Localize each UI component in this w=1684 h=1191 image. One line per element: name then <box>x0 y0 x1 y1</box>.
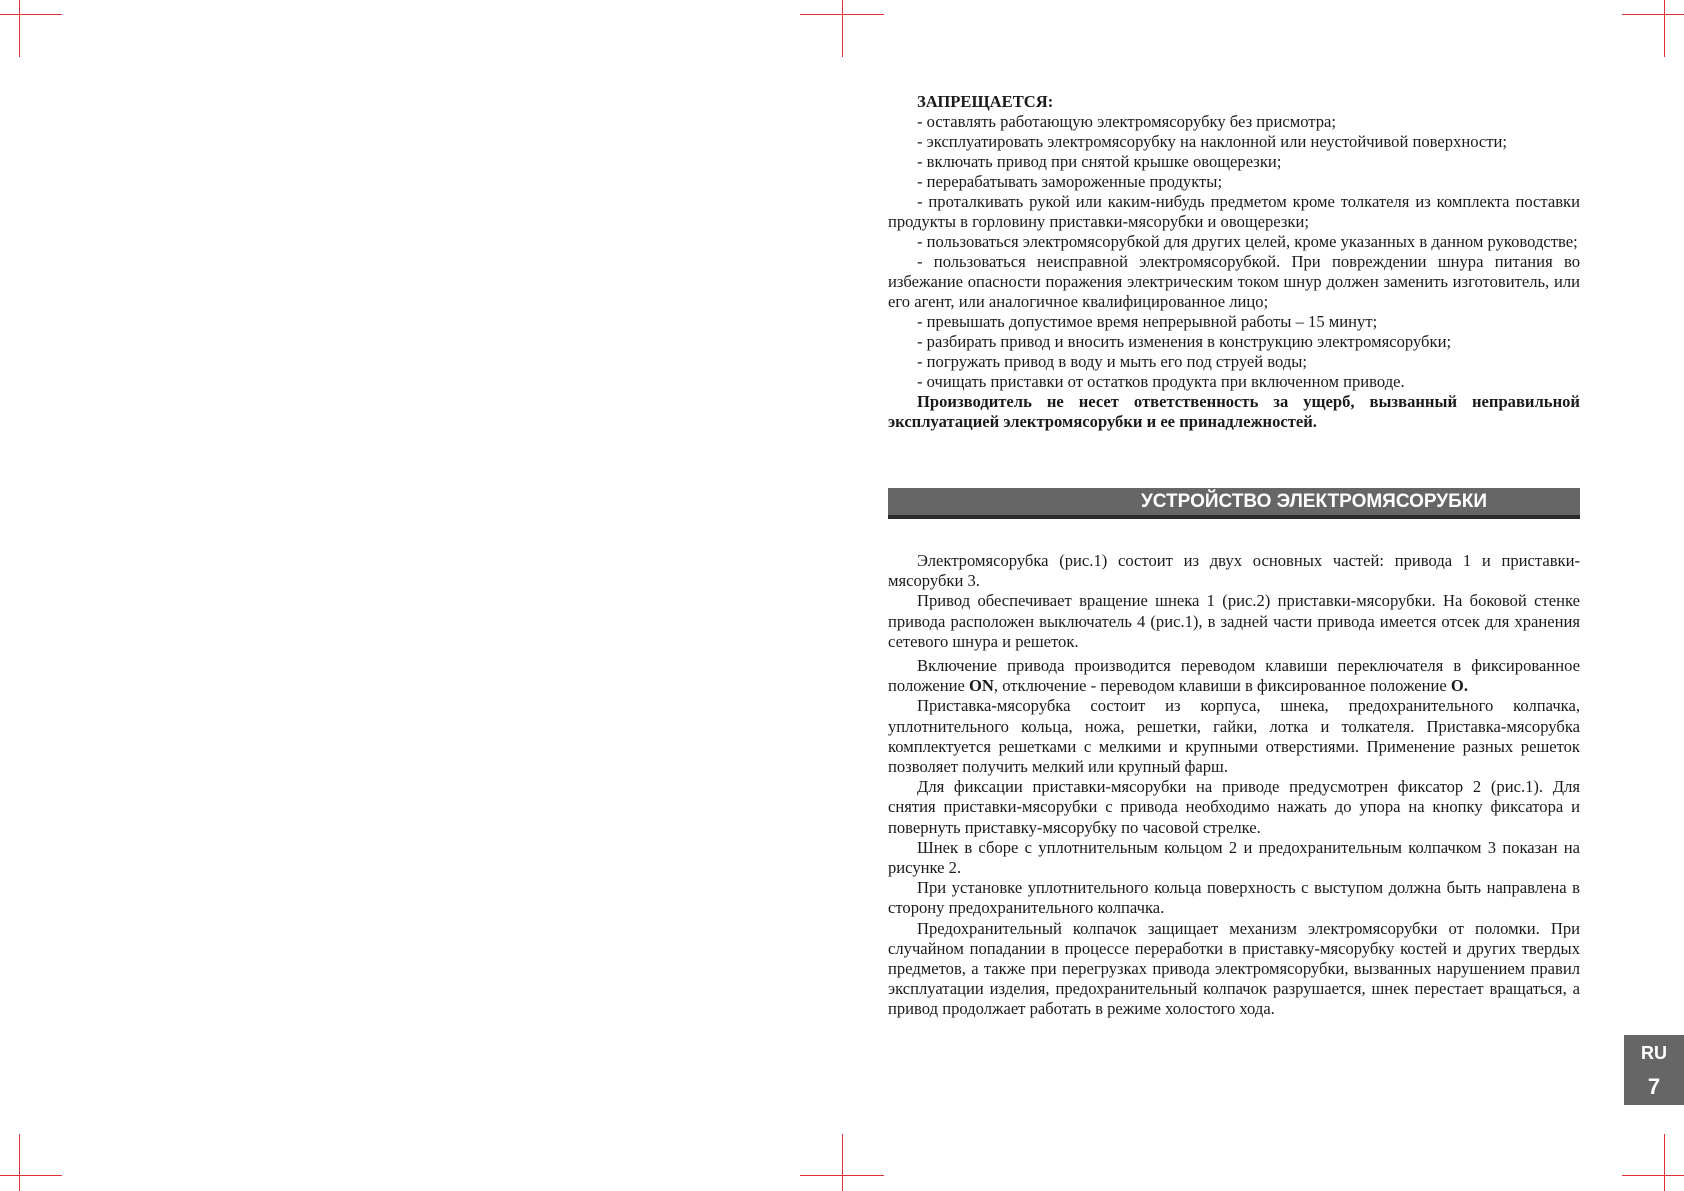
crop-mark <box>0 14 62 15</box>
warning-item: - пользоваться неисправной электромясорубкой. При повреждении шнура питания во избежание опасности поражения электрическим током шнур должен заменить изготовитель, или его агент, или аналогичное квалифицированное лицо; <box>888 252 1580 311</box>
paragraph: Приставка-мясорубка состоит из корпуса, шнека, предохранительного колпачка, уплотнительного кольца, ножа, решетки, гайки, лотка и толкателя. Приставка-мясорубка комплектуется решетками с мелкими и крупными отверстиями. Применение разных решеток позволяет получить мелкий или крупный фарш. <box>888 696 1580 777</box>
warning-item: - разбирать привод и вносить изменения в конструкцию электромясорубки; <box>917 332 1452 351</box>
paragraph: Привод обеспечивает вращение шнека 1 (рис.2) приставки-мясорубки. На боковой стенке привода расположен выключатель 4 (рис.1), в задней части привода имеется отсек для хранения сетевого шнура и решеток. <box>888 591 1580 651</box>
page-tab <box>1624 1035 1684 1105</box>
crop-mark <box>1664 0 1665 57</box>
language-label: RU <box>1641 1043 1667 1063</box>
paragraph: При установке уплотнительного кольца поверхность с выступом должна быть направлена в сторону предохранительного колпачка. <box>888 878 1580 918</box>
warning-item: - включать привод при снятой крышке овощерезки; <box>917 152 1282 171</box>
warning-item: - пользоваться электромясорубкой для других целей, кроме указанных в данном руководстве; <box>917 232 1578 251</box>
warning-item: - эксплуатировать электромясорубку на наклонной или неустойчивой поверхности; <box>917 132 1508 151</box>
paragraph: Шнек в сборе с уплотнительным кольцом 2 и предохранительным колпачком 3 показан на рисунке 2. <box>888 837 1580 878</box>
warning-item: - оставлять работающую электромясорубку без присмотра; <box>917 112 1337 131</box>
manufacturer-disclaimer: Производитель не несет ответственность за ущерб, вызванный неправильной эксплуатацией электромясорубки и ее принадлежностей. <box>888 392 1580 431</box>
on-label: ON <box>969 676 994 696</box>
warning-item: - перерабатывать замороженные продукты; <box>917 172 1223 191</box>
crop-mark <box>842 1134 843 1191</box>
page-number: 7 <box>1647 1074 1661 1099</box>
crop-mark <box>1622 1175 1684 1176</box>
off-label: O. <box>1450 676 1468 696</box>
crop-mark <box>842 0 843 57</box>
section-heading-text: УСТРОЙСТВО ЭЛЕКТРОМЯСОРУБКИ <box>1140 491 1488 512</box>
warnings-title: ЗАПРЕЩАЕТСЯ: <box>917 92 1054 111</box>
paragraph-text: Включение привода производится переводом клавиши переключателя в фиксированное положение <box>888 656 1580 696</box>
paragraph: Для фиксации приставки-мясорубки на приводе предусмотрен фиксатор 2 (рис.1). Для снятия приставки-мясорубки с привода необходимо нажать до упора на кнопку фиксатора и повернуть приставку-мясорубку по часовой стрелке. <box>888 777 1580 837</box>
paragraph: Электромясорубка (рис.1) состоит из двух основных частей: привода 1 и приставки-мясорубки 3. <box>888 551 1580 591</box>
crop-mark <box>19 1134 20 1191</box>
crop-mark <box>19 0 20 57</box>
paragraph-switch <box>888 656 1580 696</box>
paragraph-text: , отключение - переводом клавиши в фиксированное положение <box>993 676 1451 696</box>
paragraph: Предохранительный колпачок защищает механизм электромясорубки от поломки. При случайном попадании в процессе переработки в приставку-мясорубку костей и других твердых предметов, а также при перегрузках привода электромясорубки, вызванных нарушением правил эксплуатации изделия, предохранительный колпачок разрушается, шнек перестает вращаться, а привод продолжает работать в режиме холостого хода. <box>888 918 1580 1019</box>
warnings-section <box>888 92 1580 432</box>
crop-mark <box>1664 1134 1665 1191</box>
crop-mark <box>0 1175 62 1176</box>
warning-item: - превышать допустимое время непрерывной работы – 15 минут; <box>917 312 1378 331</box>
device-description <box>888 551 1580 1020</box>
warning-item: - проталкивать рукой или каким-нибудь предметом кроме толкателя из комплекта поставки продукты в горловину приставки-мясорубки и овощерезки; <box>888 192 1580 231</box>
warning-item: - погружать привод в воду и мыть его под струей воды; <box>917 352 1308 371</box>
crop-mark <box>1622 14 1684 15</box>
warning-item: - очищать приставки от остатков продукта при включенном приводе. <box>917 372 1405 391</box>
section-heading <box>888 488 1580 519</box>
